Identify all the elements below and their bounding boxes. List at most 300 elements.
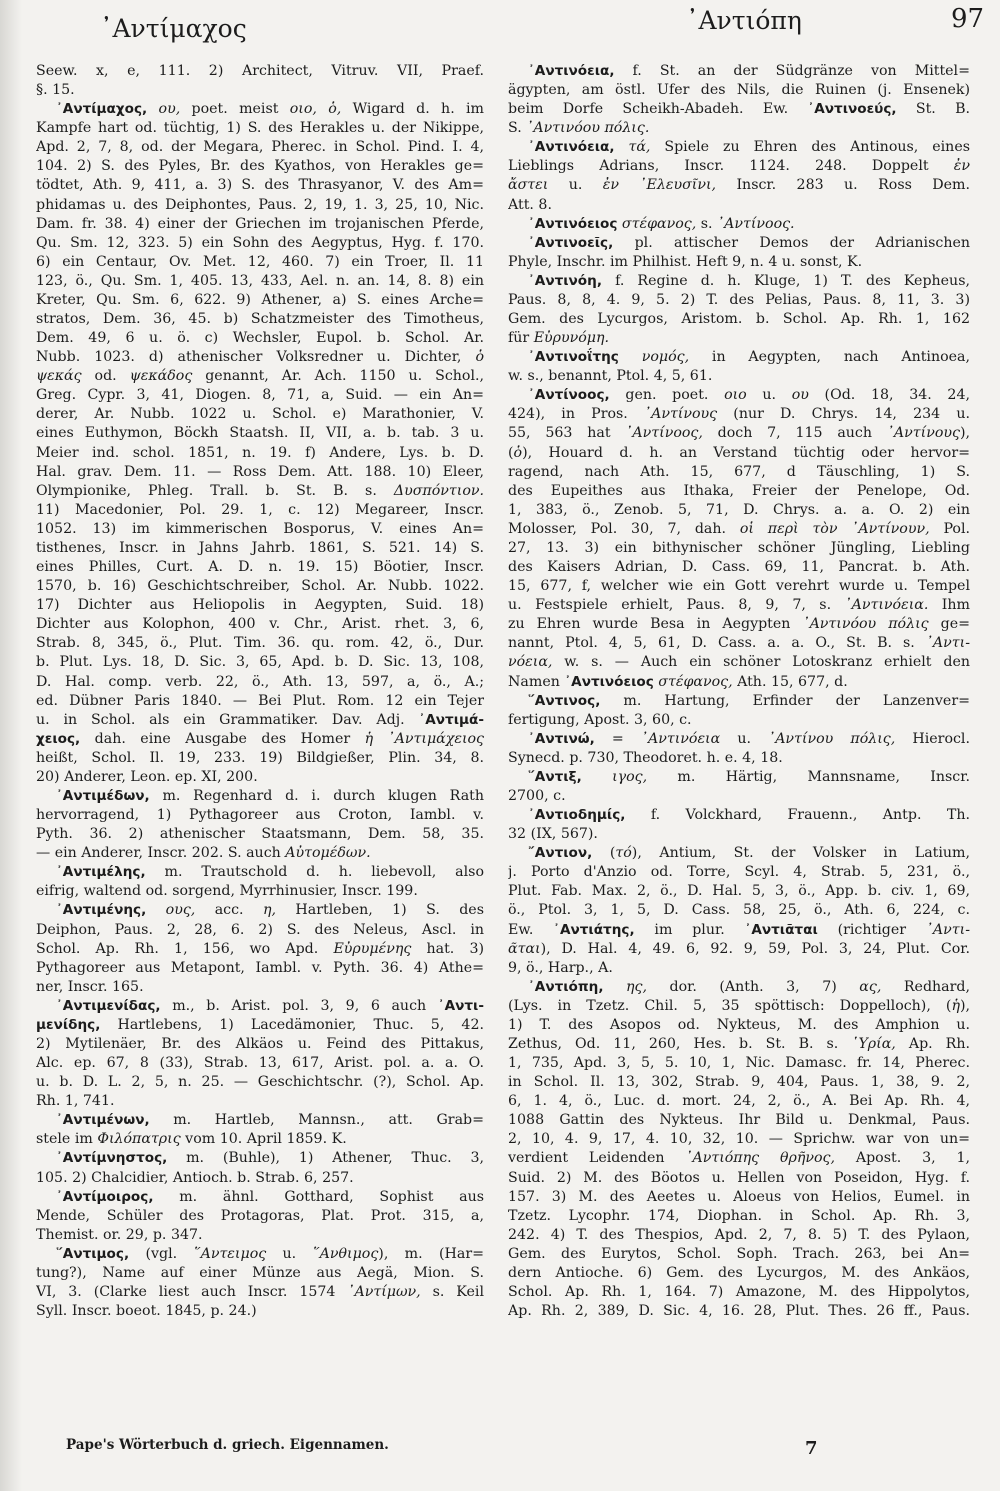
- body-text: S.: [508, 120, 527, 137]
- text-line: [508, 806, 970, 825]
- body-text: — ein Anderer, Inscr. 202. S. auch: [36, 845, 286, 862]
- headword: ᾿Αντιάτης,: [553, 921, 635, 938]
- headword: ᾿Αντινοΐτης: [528, 349, 619, 366]
- greek-italic-text: ἡ: [951, 997, 960, 1014]
- body-text: eines Euthymon, Böckh Staatsh. II, VII, a. b. tab. 3 u.: [36, 425, 484, 442]
- body-text: im plur.: [634, 921, 745, 938]
- greek-italic-text: ᾿Αντίνου πόλις,: [768, 730, 896, 747]
- greek-italic-text: στέφανος,: [617, 215, 697, 232]
- body-text: Olympionike, Phleg. Trall. b. St. B. s.: [36, 482, 394, 499]
- headword: ᾿Αντιᾶται: [744, 921, 818, 938]
- text-line: [36, 1188, 484, 1207]
- body-text: gen. poet.: [609, 387, 725, 404]
- text-line: [508, 711, 970, 730]
- body-text: Synecd. p. 730, Theodoret. h. e. 4, 18.: [508, 749, 783, 766]
- greek-italic-text: ᾿Αντίμων,: [347, 1284, 421, 1300]
- text-line: [508, 997, 970, 1016]
- body-text: f. St. an der Südgränze von Mittel=: [614, 63, 970, 79]
- headword: ᾿Αντιμά-: [418, 711, 484, 728]
- text-line: [36, 711, 484, 730]
- text-line: [508, 62, 970, 81]
- greek-italic-text: ου: [791, 387, 809, 404]
- text-line: [36, 176, 484, 195]
- greek-italic-text: ῞Αντειμος: [193, 1245, 267, 1262]
- text-line: [36, 1207, 484, 1226]
- greek-italic-text: Εὐρυμένης: [333, 940, 412, 957]
- greek-italic-text: ᾿Αντίνοος,: [625, 425, 703, 442]
- text-line: [36, 596, 484, 615]
- text-line: [36, 329, 484, 348]
- body-text: (vgl.: [129, 1245, 194, 1262]
- headword: ᾿Αντινόεια,: [528, 139, 615, 156]
- greek-italic-text: οιο: [724, 387, 747, 404]
- body-text: Mende, Schüler des Protagoras, Plat. Prot. 315, a,: [36, 1207, 484, 1224]
- body-text: u. in Schol. als ein Grammatiker. Dav. Adj.: [36, 711, 419, 728]
- text-line: [508, 272, 970, 291]
- body-text: Greg. Cypr. 3, 41, Diogen. 8, 71, a, Suid. — ein An=: [36, 387, 484, 404]
- text-line: [508, 882, 970, 901]
- body-text: Wigard d. h. im: [341, 101, 484, 118]
- body-text: Rh. 1, 741.: [36, 1093, 115, 1110]
- text-line: [508, 386, 970, 405]
- text-line: [36, 806, 484, 825]
- body-text: s. Keil: [420, 1284, 484, 1300]
- headword: ᾿Αντίμνηστος,: [56, 1150, 168, 1167]
- text-line: [508, 520, 970, 539]
- left-column: [36, 62, 484, 1321]
- greek-italic-text: ης,: [603, 978, 647, 995]
- greek-italic-text: ᾿Αντίνους: [643, 406, 718, 423]
- body-text: dor. (Anth. 3, 7): [646, 978, 860, 995]
- text-line: [36, 386, 484, 405]
- text-line: [36, 1302, 484, 1321]
- body-text: Molosser, Pol. 30, 7, dah.: [508, 520, 740, 537]
- body-text: acc.: [195, 902, 263, 919]
- body-text: w. s., benannt, Ptol. 4, 5, 61.: [508, 368, 713, 385]
- text-line: [508, 1264, 970, 1283]
- text-line: [36, 1130, 484, 1149]
- text-line: [508, 196, 970, 215]
- greek-italic-text: ὁ: [475, 349, 484, 366]
- body-text: Syll. Inscr. boeot. 1845, p. 24.): [36, 1303, 257, 1320]
- body-text: Hal. grav. Dem. 11. — Ross Dem. Att. 188. 10) Eleer,: [36, 463, 484, 480]
- body-text: ), m. (Har=: [378, 1245, 484, 1262]
- text-line: [508, 844, 970, 863]
- text-line: [508, 1016, 970, 1035]
- body-text: (nur D. Chrys. 14, 234 u.: [717, 406, 970, 423]
- body-text: Pyth. 36. 2) athenischer Staatsmann, Dem. 58, 35.: [36, 826, 484, 843]
- text-line: [508, 749, 970, 768]
- text-line: [508, 463, 970, 482]
- greek-italic-text: η,: [262, 902, 276, 919]
- text-line: [36, 1245, 484, 1264]
- body-text: 242. 4) T. des Thespios, Apd. 2, 7, 8. 5) T. des Pylaon,: [508, 1226, 970, 1243]
- text-line: [508, 81, 970, 100]
- headword: ᾿Αντινόη,: [528, 272, 602, 289]
- body-text: u.: [746, 387, 792, 404]
- body-text: stele im: [36, 1131, 98, 1148]
- text-line: [36, 1264, 484, 1283]
- body-text: Ath. 15, 677, d.: [732, 673, 848, 690]
- text-line: [36, 673, 484, 692]
- body-text: Suid. 2) M. des Böotos u. Hellen von Poseidon, Hyg. f.: [508, 1169, 970, 1186]
- text-line: [508, 1188, 970, 1207]
- body-text: eifrig, waltend od. sorgend, Myrrhinusier, Inscr. 199.: [36, 883, 418, 900]
- greek-italic-text: ους,: [146, 902, 196, 919]
- text-line: [508, 615, 970, 634]
- body-text: (Lys. in Tzetz. Chil. 5, 35 spöttisch: Doppelloch), (: [508, 997, 952, 1014]
- headword: ᾿Αντι-: [437, 997, 484, 1014]
- greek-italic-text: ιγος,: [581, 768, 648, 785]
- body-text: m. ähnl. Gotthard, Sophist aus: [153, 1188, 484, 1205]
- body-text: Schol. Ap. Rh. 1, 164. 7) Amazone, M. des Hippolytos,: [508, 1284, 970, 1300]
- body-text: f. Regine d. h. Kluge, 1) T. des Kepheus,: [602, 272, 970, 289]
- text-line: [36, 844, 484, 863]
- headword: ᾿Αντιόπη,: [528, 978, 604, 995]
- body-text: für: [508, 330, 534, 347]
- text-line: [36, 424, 484, 443]
- body-text: 424), in Pros.: [508, 406, 644, 423]
- text-line: [36, 348, 484, 367]
- text-line: [36, 501, 484, 520]
- body-text: Phyle, Inschr. im Philhist. Heft 9, n. 4 u. sonst, K.: [508, 253, 863, 270]
- text-line: [508, 100, 970, 119]
- body-text: m. Trautschold d. h. liebevoll, also: [145, 864, 484, 881]
- body-text: w. s. — Auch ein schöner Lotoskranz erhielt den: [552, 654, 970, 671]
- body-text: Apost. 3, 1,: [834, 1150, 970, 1167]
- text-line: [508, 424, 970, 443]
- body-text: ge=: [928, 616, 970, 633]
- text-line: [36, 1283, 484, 1302]
- text-line: [508, 1092, 970, 1111]
- greek-italic-text: ᾿Αντινόεια: [640, 730, 721, 747]
- text-line: [508, 253, 970, 272]
- text-line: [508, 596, 970, 615]
- body-text: des Eupeithes aus Ithaka, Freier der Penelope, Od.: [508, 482, 970, 499]
- body-text: u. Festspiele erhielt, Paus. 8, 9, 7, s.: [508, 597, 845, 614]
- text-line: [508, 634, 970, 653]
- text-line: [36, 1092, 484, 1111]
- headword: ᾿Αντινοεύς,: [807, 101, 897, 118]
- body-text: tödtet, Ath. 9, 411, a. 3) S. des Thrasyanor, V. des Am=: [36, 177, 484, 194]
- body-text: ),: [959, 997, 970, 1014]
- body-text: Schol. Ap. Rh. 1, 156, wo Apd.: [36, 940, 334, 957]
- body-text: Meier ind. schol. 1851, n. 19. f) Andere, Lys. b. D.: [36, 444, 484, 461]
- text-line: [36, 921, 484, 940]
- text-line: [508, 138, 970, 157]
- body-text: 104. 2) S. des Pyles, Br. des Kyathos, von Herakles ge=: [36, 158, 484, 175]
- body-text: eines Philles, Curt. A. D. n. 19. 15) Böotier, Inscr.: [36, 559, 484, 576]
- text-line: [508, 1302, 970, 1321]
- text-line: [36, 482, 484, 501]
- body-text: m. Härtig, Mannsname, Inscr.: [647, 768, 970, 785]
- body-text: Ap. Rh.: [895, 1035, 970, 1052]
- greek-italic-text: Δυσπόντιον.: [393, 482, 484, 499]
- text-line: [508, 1283, 970, 1302]
- text-line: [508, 863, 970, 882]
- greek-italic-text: ᾿Αντι-: [925, 921, 970, 938]
- text-line: [508, 291, 970, 310]
- body-text: 9, ö., Harp., A.: [508, 959, 613, 976]
- body-text: Dem. 49, 6 u. ö. c) Wechsler, Eupol. b. Schol. Ar.: [36, 330, 484, 347]
- body-text: od.: [81, 368, 130, 385]
- text-line: [36, 825, 484, 844]
- text-line: [36, 787, 484, 806]
- text-line: [36, 940, 484, 959]
- body-text: Inscr. 283 u. Ross Dem.: [716, 177, 970, 194]
- text-line: [508, 1111, 970, 1130]
- body-text: verdient Leidenden: [508, 1150, 686, 1167]
- headword: ᾿Αντινοεῖς,: [528, 234, 614, 251]
- greek-italic-text: ὁ: [513, 444, 523, 461]
- body-text: hat. 3): [411, 940, 484, 957]
- greek-italic-text: ψεκάδος: [129, 368, 193, 385]
- text-line: [36, 882, 484, 901]
- headword: μενίδης,: [36, 1016, 101, 1033]
- text-line: [36, 367, 484, 386]
- body-text: b. Plut. Lys. 18, D. Sic. 3, 65, Apd. b. D. Sic. 13, 108,: [36, 654, 484, 671]
- greek-italic-text: ῞Ανθιμος: [312, 1245, 379, 1262]
- text-line: [508, 730, 970, 749]
- headword: ᾿Αντιμένων,: [56, 1112, 150, 1129]
- text-line: [508, 329, 970, 348]
- body-text: 27, 13. 3) ein bithynischer schöner Jüngling, Liebling: [508, 539, 970, 556]
- text-line: [36, 634, 484, 653]
- text-line: [508, 1130, 970, 1149]
- body-text: f. Volckhard, Frauenn., Antp. Th.: [625, 807, 970, 824]
- text-line: [508, 921, 970, 940]
- text-line: [36, 1073, 484, 1092]
- greek-italic-text: Εὐρυνόμη.: [533, 330, 610, 347]
- text-line: [36, 62, 484, 81]
- body-text: D. Hal. comp. verb. 22, ö., Ath. 13, 597, a, ö., A.;: [36, 673, 484, 690]
- text-line: [508, 176, 970, 195]
- body-text: 1088 Gattin des Nykteus. Ihr Bild u. Denkmal, Paus.: [508, 1112, 970, 1129]
- text-line: [36, 959, 484, 978]
- text-line: [508, 539, 970, 558]
- text-line: [36, 138, 484, 157]
- text-line: [508, 1073, 970, 1092]
- body-text: beim Dorfe Scheikh-Abadeh. Ew.: [508, 101, 808, 118]
- body-text: u.: [548, 177, 603, 194]
- text-line: [36, 215, 484, 234]
- greek-italic-text: τά,: [614, 139, 651, 156]
- text-line: [508, 1245, 970, 1264]
- text-line: [36, 692, 484, 711]
- text-line: [36, 520, 484, 539]
- text-line: [36, 577, 484, 596]
- body-text: Hierocl.: [895, 730, 970, 747]
- body-text: pl. attischer Demos der Adrianischen: [613, 234, 970, 251]
- text-line: [36, 539, 484, 558]
- body-text: Zethus, Od. 11, 260, Hes. b. St. B. s.: [508, 1035, 852, 1052]
- greek-italic-text: ᾿Αντινόεια.: [844, 597, 929, 614]
- body-text: ), D. Hal. 4, 49. 6, 92. 9, 59, Pol. 3, 24, Plut. Cor.: [540, 940, 970, 957]
- body-text: Paus. 8, 8, 4. 9, 5. 2) T. des Pelias, Paus. 8, 11, 3. 3): [508, 291, 970, 308]
- body-text: Ew.: [508, 921, 554, 938]
- text-line: [508, 768, 970, 787]
- headword: ᾿Αντινόειος: [564, 673, 654, 690]
- body-text: 55, 563 hat: [508, 425, 626, 442]
- text-line: [36, 558, 484, 577]
- greek-italic-text: Αὐτομέδων.: [285, 845, 371, 862]
- body-text: ed. Dübner Paris 1840. — Bei Plut. Rom. 12 ein Tejer: [36, 692, 484, 709]
- text-line: [508, 405, 970, 424]
- text-line: [36, 863, 484, 882]
- body-text: fertigung, Apost. 3, 60, c.: [508, 711, 692, 728]
- greek-italic-text: ᾿Αντίνοος.: [717, 215, 795, 232]
- text-line: [508, 444, 970, 463]
- body-text: ),: [959, 425, 970, 442]
- text-line: [36, 615, 484, 634]
- body-text: Deiphon, Paus. 2, 28, 6. 2) S. des Neleus, Ascl. in: [36, 921, 484, 938]
- text-line: [36, 196, 484, 215]
- body-text: Strab. 8, 345, ö., Plut. Tim. 36. qu. rom. 42, ö., Dur.: [36, 635, 484, 652]
- greek-italic-text: ῾Υρία,: [851, 1035, 896, 1052]
- body-text: 1052. 13) im kimmerischen Bosporus, V. eines An=: [36, 520, 484, 537]
- text-line: [36, 1149, 484, 1168]
- body-text: St. B.: [896, 101, 970, 118]
- text-line: [36, 291, 484, 310]
- body-text: Alc. ep. 67, 8 (33), Strab. 13, 617, Arist. pol. a. a. O.: [36, 1055, 484, 1072]
- headword: ῞Αντινος,: [528, 692, 601, 709]
- body-text: dah. eine Ausgabe des Homer: [80, 730, 365, 747]
- body-text: Seew. x, e, 111. 2) Architect, Vitruv. VII, Praef.: [36, 63, 484, 79]
- body-text: Hartleben, 1) S. des: [275, 902, 484, 919]
- body-text: VI, 3. (Clarke liest auch Inscr. 1574: [36, 1284, 348, 1300]
- body-text: in Aegypten, nach Antinoea,: [689, 349, 970, 366]
- body-text: u.: [720, 730, 769, 747]
- body-text: =: [594, 730, 641, 747]
- greek-italic-text: ᾿Αντίνους: [886, 425, 960, 442]
- text-line: [36, 901, 484, 920]
- text-line: [508, 673, 970, 692]
- body-text: 6) ein Centaur, Ov. Met. 12, 460. 7) ein Troer, Il. 11: [36, 253, 484, 270]
- body-text: Ihm: [928, 597, 970, 614]
- text-line: [508, 119, 970, 138]
- body-text: m. Hartleb, Mannsn., att. Grab=: [149, 1112, 484, 1129]
- greek-italic-text: ἡ ᾿Αντιμάχειος: [364, 730, 484, 747]
- body-text: Redhard,: [881, 978, 970, 995]
- body-text: in Schol. Il. 13, 302, Strab. 9, 404, Paus. 1, 38, 9. 2,: [508, 1074, 970, 1091]
- text-line: [36, 272, 484, 291]
- text-line: [36, 405, 484, 424]
- body-text: 1) T. des Asopos od. Nykteus, M. des Amphion u.: [508, 1016, 970, 1033]
- body-text: derer, Ar. Nubb. 1022 u. Schol. e) Marathonier, V.: [36, 406, 484, 423]
- body-text: m. (Buhle), 1) Athener, Thuc. 3,: [167, 1150, 484, 1167]
- body-text: 11) Macedonier, Pol. 29. 1, c. 12) Megareer, Inscr.: [36, 501, 484, 518]
- body-text: 2, 10, 4. 9, 17, 4. 10, 32, 10. — Sprichw. war von un=: [508, 1131, 970, 1148]
- body-text: m. Hartung, Erfinder der Lanzenver=: [600, 692, 970, 709]
- body-text: 20) Anderer, Leon. ep. XI, 200.: [36, 768, 258, 785]
- greek-italic-text: ᾿Αντινόου πόλις: [802, 616, 929, 633]
- body-text: hervorragend, 1) Pythagoreer aus Croton, Iambl. v.: [36, 807, 484, 824]
- headword: ῞Αντιξ,: [528, 768, 582, 785]
- body-text: (richtiger: [817, 921, 926, 938]
- text-line: [36, 157, 484, 176]
- body-text: ö., Ptol. 3, 1, 5, D. Cass. 58, 25, ö., Ath. 6, 224, c.: [508, 902, 970, 919]
- text-line: [508, 787, 970, 806]
- body-text: 2700, c.: [508, 787, 566, 804]
- body-text: §. 15.: [36, 82, 75, 99]
- body-text: Spiele zu Ehren des Antinous, eines: [650, 139, 970, 156]
- body-text: 17) Dichter aus Heliopolis in Aegypten, Suid. 18): [36, 597, 484, 614]
- body-text: Kampfe hart od. tüchtig, 1) S. des Herakles u. der Nikippe,: [36, 120, 484, 137]
- text-line: [508, 901, 970, 920]
- headword: ᾿Αντιοδημίς,: [528, 807, 626, 824]
- text-line: [508, 1226, 970, 1245]
- text-line: [36, 653, 484, 672]
- body-text: Nubb. 1023. d) athenischer Volksredner u. Dichter,: [36, 349, 476, 366]
- body-text: heißt, Schol. Il. 19, 233. 19) Bildgießer, Plin. 34, 8.: [36, 749, 484, 766]
- body-text: phidamas u. des Deiphontes, Paus. 2, 19, 1. 3, 25, 10, Nic.: [36, 196, 484, 213]
- text-line: [36, 1054, 484, 1073]
- body-text: s.: [696, 215, 718, 232]
- greek-italic-text: στέφανος,: [653, 673, 733, 690]
- text-line: [508, 482, 970, 501]
- body-text: des Kaisers Adrian, D. Cass. 69, 11, Pancrat. b. Ath.: [508, 559, 970, 576]
- text-line: [508, 1035, 970, 1054]
- body-text: Gem. des Lycurgos, Aristom. b. Schol. Ap. Rh. 1, 162: [508, 311, 970, 328]
- greek-italic-text: τό: [615, 845, 632, 862]
- body-text: doch 7, 115 auch: [702, 425, 887, 442]
- body-text: Plut. Fab. Max. 2, ö., D. Hal. 5, 3, ö., App. b. civ. 1, 69,: [508, 883, 970, 900]
- text-line: [36, 463, 484, 482]
- text-line: [36, 1035, 484, 1054]
- headword: ᾿Αντιμένης,: [56, 902, 147, 919]
- body-text: genannt, Ar. Ach. 1150 u. Schol.,: [192, 368, 484, 385]
- greek-italic-text: οιο, ὁ,: [289, 101, 342, 118]
- body-text: (: [508, 444, 514, 461]
- body-text: Pol.: [929, 520, 970, 537]
- body-text: 2) Mytilenäer, Br. des Alkäos u. Feind des Pittakus,: [36, 1035, 484, 1052]
- headword: ᾿Αντινόειος: [528, 215, 618, 232]
- text-line: [36, 730, 484, 749]
- left-catchword: ᾿Αντίμαχος: [100, 14, 247, 43]
- body-text: 123, ö., Qu. Sm. 1, 405. 13, 433, Ael. n. an. 14, 8. 8) ein: [36, 272, 484, 289]
- headword: ᾿Αντινόεια,: [528, 63, 615, 79]
- text-line: [508, 367, 970, 386]
- text-line: [508, 959, 970, 978]
- body-text: tisthenes, Inscr. in Jahns Jahrb. 1861, S. 521. 14) S.: [36, 539, 484, 556]
- text-line: [36, 444, 484, 463]
- greek-italic-text: ᾶται: [508, 940, 541, 957]
- page-number: 97: [951, 4, 985, 34]
- body-text: Themist. or. 29, p. 347.: [36, 1226, 203, 1243]
- greek-italic-text: ας,: [859, 978, 882, 995]
- greek-italic-text: ἄστει: [508, 177, 549, 194]
- text-line: [508, 692, 970, 711]
- greek-italic-text: ᾿Αντι-: [925, 635, 970, 652]
- text-line: [508, 501, 970, 520]
- greek-italic-text: οἱ περὶ τὸν ᾿Αντίνουν,: [739, 520, 930, 537]
- text-line: [36, 1169, 484, 1188]
- body-text: 32 (IX, 567).: [508, 826, 598, 843]
- body-text: j. Porto d'Anzio od. Torre, Scyl. 4, Strab. 5, 231, ö.,: [508, 864, 970, 881]
- headword: ᾿Αντίνοος,: [528, 387, 610, 404]
- greek-italic-text: ψεκάς: [36, 368, 82, 385]
- text-line: [508, 215, 970, 234]
- body-text: m. Regenhard d. i. durch klugen Rath: [149, 787, 484, 804]
- body-text: Ap. Rh. 2, 389, D. Sic. 4, 16. 28, Plut. Thes. 26 ff., Paus.: [508, 1303, 970, 1320]
- body-text: poet. meist: [180, 101, 290, 118]
- headword: ᾿Αντίμαχος,: [56, 101, 148, 118]
- headword: ῞Αντιμος,: [56, 1245, 130, 1262]
- body-text: vom 10. April 1859. K.: [180, 1131, 347, 1148]
- body-text: Hartlebens, 1) Lacedämonier, Thuc. 5, 42.: [100, 1016, 484, 1033]
- text-line: [508, 940, 970, 959]
- text-line: [36, 1111, 484, 1130]
